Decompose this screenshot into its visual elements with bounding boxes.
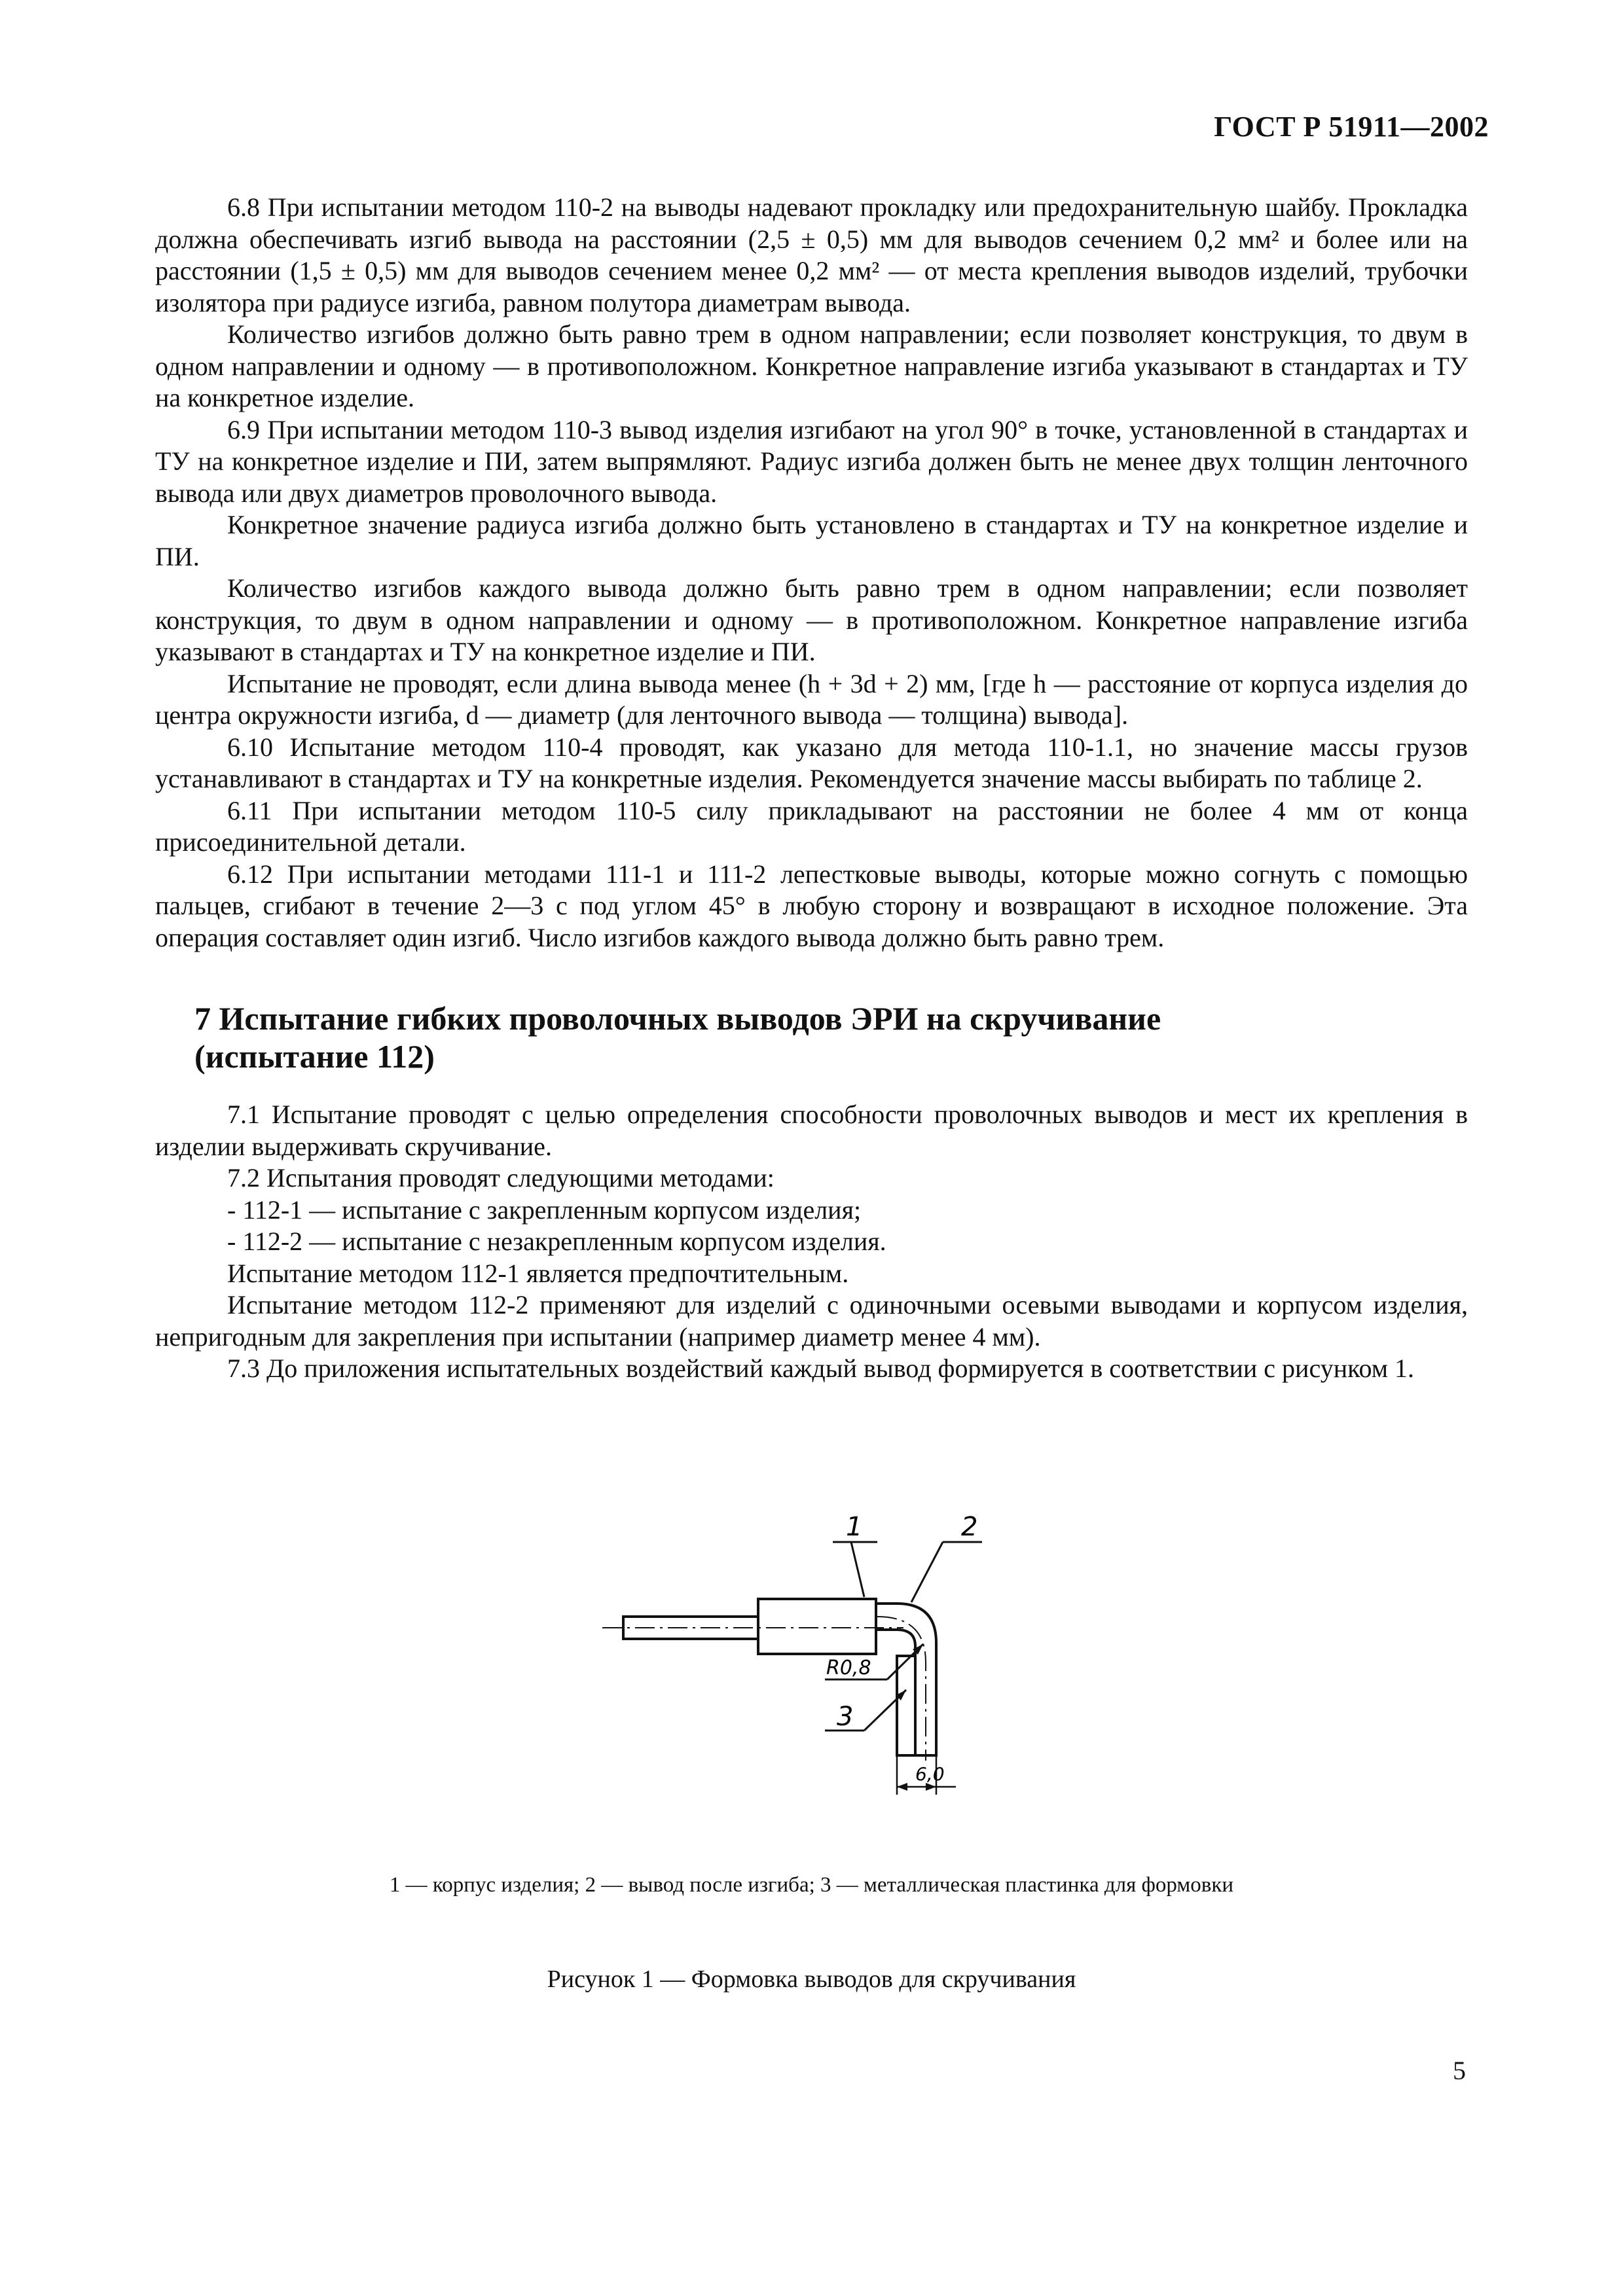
paragraph-6-10: 6.10 Испытание методом 110-4 проводят, как указано для метода 110-1.1, но значение массы грузов устанавливают в стандартах и ТУ на конкретные изделия. Рекомендуется значение массы выбирать по таблице 2. (155, 732, 1468, 793)
forming-plate (897, 1656, 915, 1755)
figure-lead-forming (589, 1499, 1061, 1800)
paragraph-7-3: 7.3 До приложения испытательных воздействий каждый вывод формируется в соответствии с рисунком 1. (227, 1354, 1415, 1383)
center-line-bent (877, 1617, 926, 1761)
paragraph: Испытание методом 112-2 применяют для изделий с одиночными осевыми выводами и корпусом изделия, непригодным для закрепления при испытании (например диаметр менее 4 мм). (155, 1290, 1468, 1352)
list-item: - 112-2 — испытание с незакрепленным корпусом изделия. (227, 1227, 886, 1256)
figure-label-3: 3 (837, 1702, 854, 1732)
figure-radius-label: R0,8 (826, 1657, 871, 1679)
leader-line-1 (851, 1542, 864, 1597)
paragraph-6-12: 6.12 При испытании методами 111-1 и 111-2 лепестковые выводы, которые можно согнуть с помощью пальцев, сгибают в течение 2—3 с под углом 45° в любую сторону и возвращают в исходное положение. Эта операция составляет один изгиб. Число изгибов каждого вывода должно быть равно трем. (155, 859, 1468, 952)
paragraph-7-1: 7.1 Испытание проводят с целью определения способности проволочных выводов и мест их крепления в изделии выдерживать скручивание. (155, 1100, 1468, 1161)
paragraph: Количество изгибов каждого вывода должно быть равно трем в одном направлении; если позволяет конструкция, то двум в одном направлении и одному — в противоположном. Конкретное направление изгиба указывают в стандартах и ТУ на конкретное изделие и ПИ. (155, 573, 1468, 666)
paragraph-6-9: 6.9 При испытании методом 110-3 вывод изделия изгибают на угол 90° в точке, установленной в стандартах и ТУ на конкретное изделие и ПИ, затем выпрямляют. Радиус изгиба должен быть не менее двух толщин ленточного вывода или двух диаметров проволочного вывода. (155, 414, 1468, 508)
leader-line-2 (911, 1542, 943, 1602)
figure-legend: 1 — корпус изделия; 2 — вывод после изгиба; 3 — металлическая пластинка для формовки (389, 1873, 1234, 1897)
section-title-line: (испытание 112) (194, 1038, 435, 1075)
paragraph: Испытание методом 112-1 является предпочтительным. (227, 1258, 849, 1288)
document-body (155, 192, 1468, 1385)
page-number: 5 (1453, 2056, 1466, 2085)
paragraph-6-8: 6.8 При испытании методом 110-2 на выводы надевают прокладку или предохранительную шайбу. Прокладка должна обеспечивать изгиб вывода на расстоянии (2,5 ± 0,5) мм для выводов сечением 0,2 мм² и более или на расстоянии (1,5 ± 0,5) мм для выводов сечением менее 0,2 мм² — от места крепления выводов изделий, трубочки изолятора при радиусе изгиба, равном полутора диаметрам вывода. (155, 192, 1468, 317)
dimension-arrow (897, 1783, 907, 1791)
figure-label-2: 2 (961, 1512, 978, 1542)
section-7-title (155, 999, 1468, 1075)
list-item: - 112-1 — испытание с закрепленным корпусом изделия; (227, 1194, 862, 1225)
paragraph: Количество изгибов должно быть равно трем в одном направлении; если позволяет конструкция, то двум в одном направлении и одному — в противоположном. Конкретное направление изгиба указывают в стандартах и ТУ на конкретное изделие. (155, 319, 1468, 412)
paragraph: Конкретное значение радиуса изгиба должно быть установлено в стандартах и ТУ на конкретное изделие и ПИ. (155, 510, 1468, 571)
paragraph: Испытание не проводят, если длина вывода менее (h + 3d + 2) мм, [где h — расстояние от корпуса изделия до центра окружности изгиба, d — диаметр (для ленточного вывода — толщина) вывода]. (155, 668, 1468, 730)
paragraph-6-11: 6.11 При испытании методом 110-5 силу прикладывают на расстоянии не более 4 мм от конца присоединительной детали. (155, 795, 1468, 857)
document-header: ГОСТ Р 51911—2002 (1214, 111, 1489, 143)
figure-label-1: 1 (846, 1512, 863, 1542)
section-title-line: 7 Испытание гибких проволочных выводов ЭРИ на скручивание (194, 1000, 1161, 1037)
figure-caption: Рисунок 1 — Формовка выводов для скручивания (547, 1965, 1076, 1993)
device-body (758, 1599, 876, 1654)
figure-dimension-label: 6,0 (915, 1763, 945, 1785)
paragraph-7-2: 7.2 Испытания проводят следующими методами: (227, 1163, 775, 1193)
